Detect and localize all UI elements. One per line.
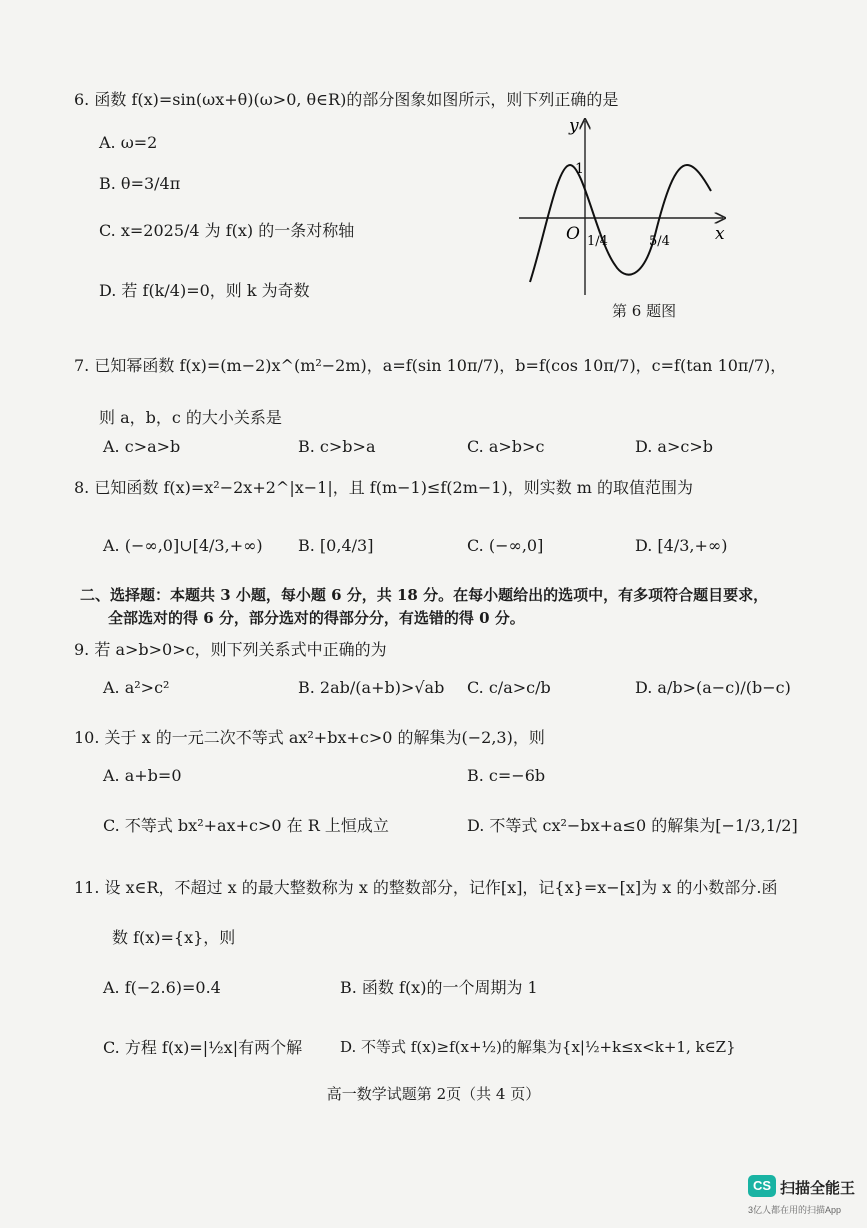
section2-heading: 二、选择题：本题共 3 小题，每小题 6 分，共 18 分。在每小题给出的选项中，有多项符合题目要求，	[80, 586, 769, 604]
q6-stem: 6. 函数 f(x)=sin(ωx+θ)(ω>0, θ∈R)的部分图象如图所示，则下列正确的是	[74, 90, 619, 109]
q11-option-b: B. 函数 f(x)的一个周期为 1	[340, 978, 538, 997]
q8-stem: 8. 已知函数 f(x)=x²−2x+2^|x−1|，且 f(m−1)≤f(2m−1)，则实数 m 的取值范围为	[74, 478, 694, 497]
q11-stem-2: 数 f(x)={x}，则	[112, 928, 236, 947]
section2-heading-2: 全部选对的得 6 分，部分选对的得部分分，有选错的得 0 分。	[108, 609, 525, 627]
q7-stem-2: 则 a，b，c 的大小关系是	[99, 408, 282, 427]
q10-option-a: A. a+b=0	[103, 766, 182, 785]
watermark-tagline: 3亿人都在用的扫描App	[748, 1205, 842, 1215]
q10-stem: 10. 关于 x 的一元二次不等式 ax²+bx+c>0 的解集为(−2,3)，则	[74, 728, 545, 747]
q8-option-b: B. [0,4/3]	[298, 536, 374, 555]
sine-curve	[530, 165, 711, 282]
camscanner-logo-icon: CS	[748, 1175, 776, 1197]
q10-option-d: D. 不等式 cx²−bx+a≤0 的解集为[−1/3,1/2]	[467, 816, 798, 835]
q9-option-c: C. c/a>c/b	[467, 678, 551, 697]
q8-option-a: A. (−∞,0]∪[4/3,+∞)	[103, 536, 263, 555]
q6-option-a: A. ω=2	[99, 133, 158, 152]
q6-option-d: D. 若 f(k/4)=0，则 k 为奇数	[99, 281, 310, 300]
q11-stem: 11. 设 x∈R，不超过 x 的最大整数称为 x 的整数部分，记作[x]，记{x}=x−[x]为 x 的小数部分.函	[74, 878, 778, 897]
y-axis-label: y	[569, 116, 579, 136]
q9-option-b: B. 2ab/(a+b)>√ab	[298, 678, 445, 697]
q6-option-b: B. θ=3/4π	[99, 174, 181, 193]
q7-option-c: C. a>b>c	[467, 437, 545, 456]
page-footer: 高一数学试题第 2页（共 4 页）	[326, 1085, 541, 1103]
q9-option-d: D. a/b>(a−c)/(b−c)	[635, 678, 791, 697]
x-tick-five-quarters: 5/4	[649, 234, 670, 249]
q7-stem: 7. 已知幂函数 f(x)=(m−2)x^(m²−2m)，a=f(sin 10π/7)，b=f(cos 10π/7)，c=f(tan 10π/7)，	[74, 356, 787, 375]
x-axis-label: x	[715, 224, 725, 244]
watermark-name: 扫描全能王	[780, 1180, 856, 1197]
q9-option-a: A. a²>c²	[103, 678, 170, 697]
q7-option-a: A. c>a>b	[103, 437, 181, 456]
origin-label: O	[566, 224, 580, 244]
q11-option-c: C. 方程 f(x)=|½x|有两个解	[103, 1038, 303, 1057]
q7-option-d: D. a>c>b	[635, 437, 713, 456]
q7-option-b: B. c>b>a	[298, 437, 376, 456]
q8-option-c: C. (−∞,0]	[467, 536, 544, 555]
q10-option-c: C. 不等式 bx²+ax+c>0 在 R 上恒成立	[103, 816, 389, 835]
q6-figure-caption: 第 6 题图	[612, 302, 677, 320]
q10-option-b: B. c=−6b	[467, 766, 546, 785]
q9-stem: 9. 若 a>b>0>c，则下列关系式中正确的为	[74, 640, 387, 659]
scanner-watermark	[748, 1175, 860, 1217]
q11-option-a: A. f(−2.6)=0.4	[103, 978, 221, 997]
q8-option-d: D. [4/3,+∞)	[635, 536, 728, 555]
q6-sine-graph	[515, 115, 735, 300]
q11-option-d: D. 不等式 f(x)≥f(x+½)的解集为{x|½+k≤x<k+1, k∈Z}	[340, 1038, 736, 1056]
q6-option-c: C. x=2025/4 为 f(x) 的一条对称轴	[99, 221, 355, 240]
x-tick-quarter: 1/4	[587, 234, 608, 249]
y-tick-1: 1	[575, 161, 584, 177]
